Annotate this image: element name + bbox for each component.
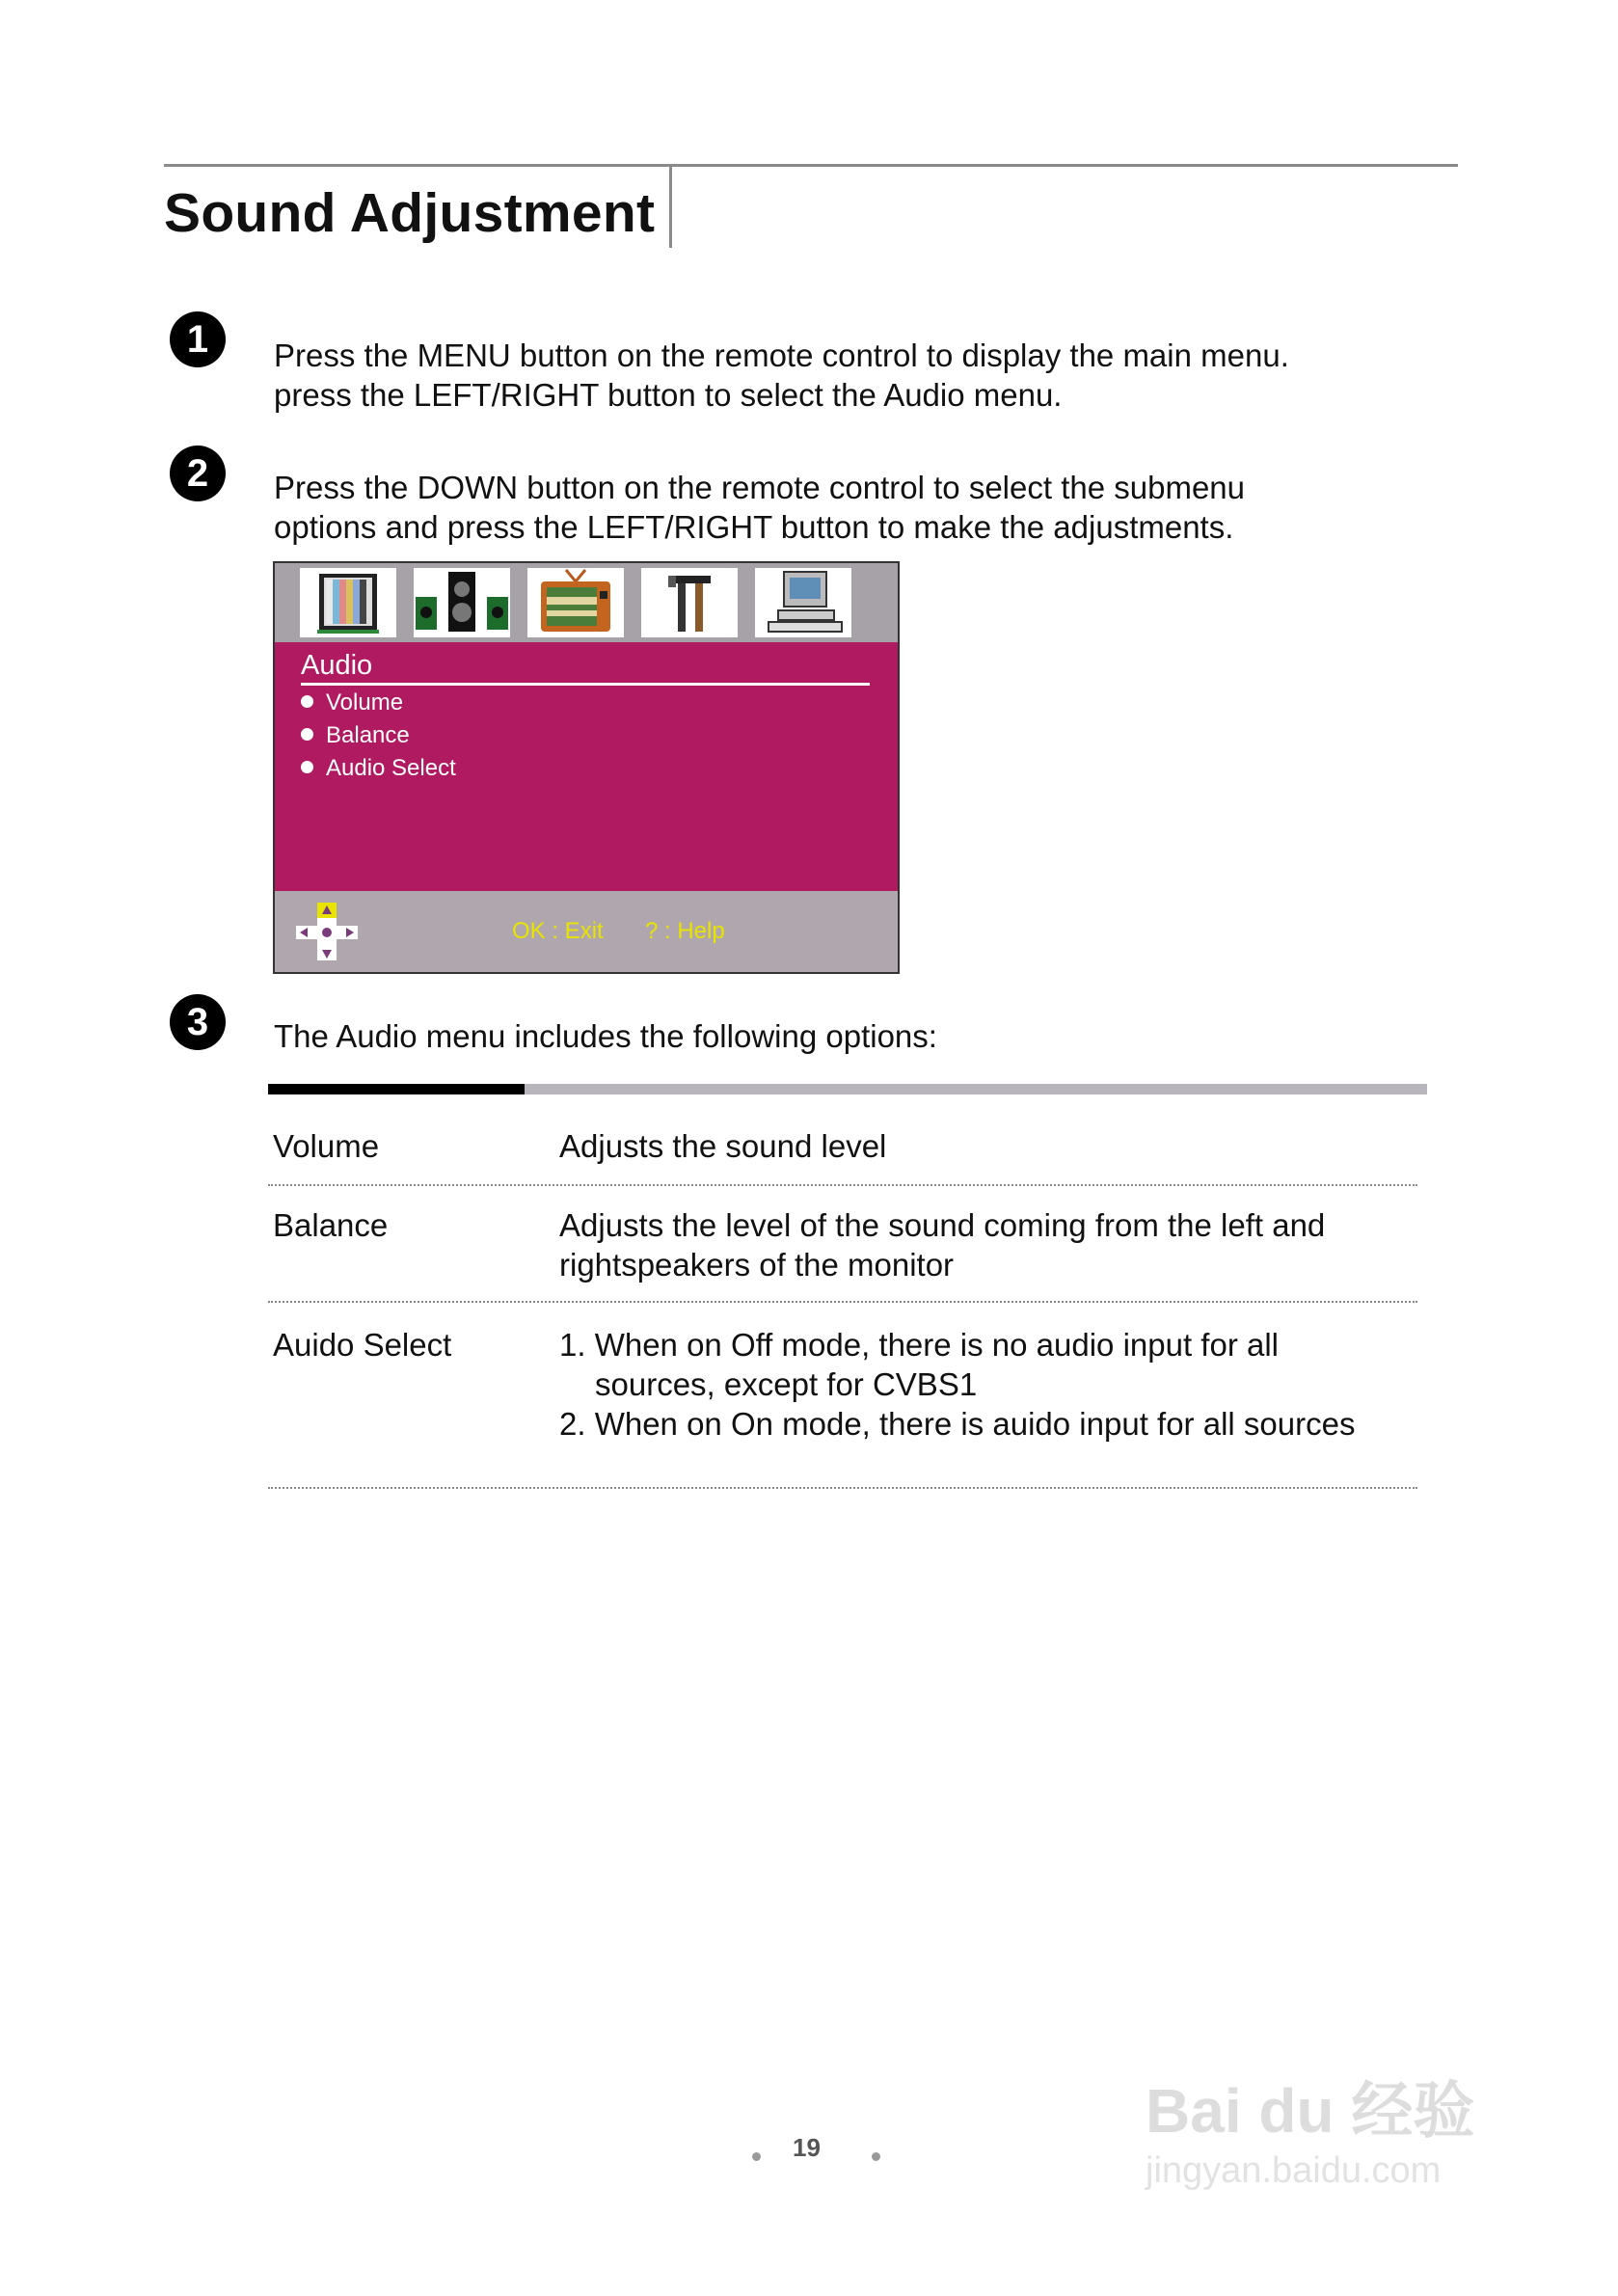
option-name-volume: Volume [273,1128,380,1164]
row-divider [268,1301,1417,1303]
option-desc-volume [559,1126,886,1166]
step-number-3: 3 [170,994,226,1050]
step-1-line-1: Press the MENU button on the remote control to display the main menu. [274,338,1289,373]
step-number-1: 1 [170,311,226,367]
page-number: 19 [793,2133,821,2162]
tools-icon [641,568,738,637]
option-desc-balance [559,1205,1325,1284]
bullet-icon [301,695,313,708]
option-desc-audio-select [559,1325,1355,1444]
option-name-balance: Balance [273,1207,389,1243]
osd-title-underline [301,683,870,686]
step-2-text [274,468,1245,547]
title-divider [669,167,672,248]
watermark-brand: Bai du 经验 [1146,2076,1475,2146]
table-header-bar-dark [268,1084,525,1094]
desc-line: 2. When on On mode, there is auido input for all sources [559,1406,1356,1442]
osd-help-hint: ? : Help [645,918,725,944]
osd-tab-bar [275,563,898,642]
desc-line: rightspeakers of the monitor [559,1247,955,1283]
osd-ok-exit-hint: OK : Exit [512,918,604,944]
osd-item-label: Volume [326,689,404,716]
desc-line: Adjusts the sound level [559,1128,887,1164]
step-2-line-1: Press the DOWN button on the remote control to select the submenu [274,470,1245,505]
bullet-icon [301,728,313,741]
desc-line: 1. When on Off mode, there is no audio input for all [559,1327,1279,1363]
audio-osd-screenshot [273,561,900,974]
step-1-line-2: press the LEFT/RIGHT button to select the Audio menu. [274,377,1063,413]
step-number-2: 2 [170,446,226,501]
step-3-text [274,1016,937,1056]
speakers-icon [414,568,510,637]
computer-icon [755,568,851,637]
bullet-icon [301,761,313,773]
table-header-bar-light [525,1084,1427,1094]
desc-line: Adjusts the level of the sound coming from the left and [559,1207,1326,1243]
top-rule [164,164,1458,167]
step-3-line-1: The Audio menu includes the following options: [274,1018,937,1054]
row-divider [268,1184,1417,1186]
option-name-audio-select: Auido Select [273,1327,452,1363]
tv-icon [527,568,624,637]
watermark-url: jingyan.baidu.com [1146,2150,1442,2191]
osd-item-balance[interactable] [301,722,410,749]
osd-item-label: Audio Select [326,755,456,781]
page-number-dot-right [872,2152,880,2161]
picture-icon [300,568,396,637]
osd-menu-title: Audio [301,650,373,681]
dpad-icon [294,901,362,964]
page-number-dot-left [752,2152,761,2161]
desc-line: sources, except for CVBS1 [595,1366,978,1402]
osd-item-volume[interactable] [301,689,403,716]
osd-item-label: Balance [326,722,410,748]
page-title: Sound Adjustment [164,182,656,244]
osd-item-audio-select[interactable] [301,755,456,782]
step-2-line-2: options and press the LEFT/RIGHT button to make the adjustments. [274,509,1234,545]
row-divider [268,1487,1417,1489]
step-1-text [274,336,1289,415]
baidu-watermark [1146,2062,1531,2235]
